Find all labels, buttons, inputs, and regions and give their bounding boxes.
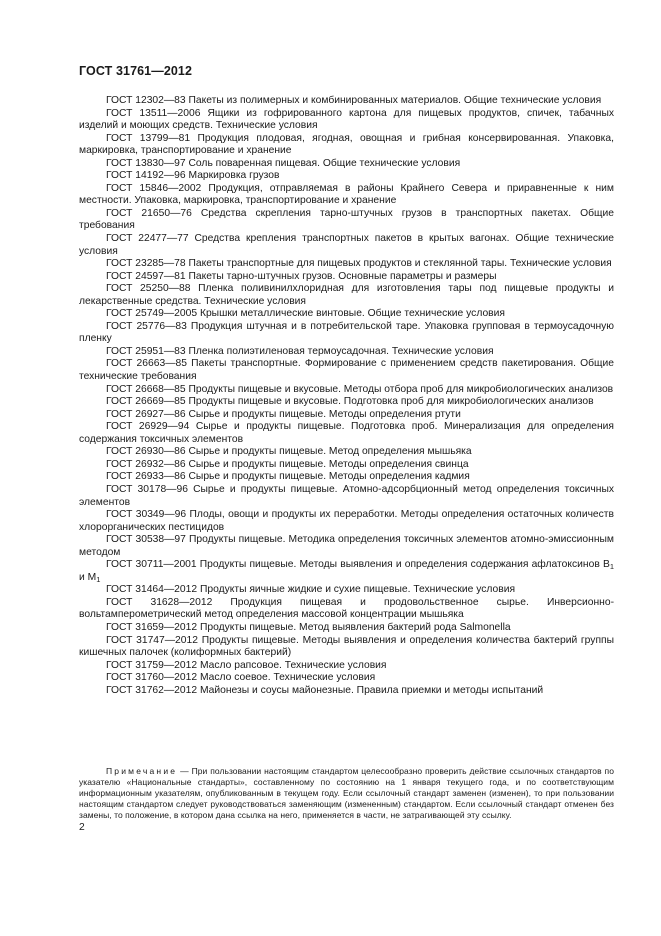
reference-item: ГОСТ 30538—97 Продукты пищевые. Методика определения токсичных элементов атомно-эмиссионным методом — [79, 534, 614, 558]
reference-aflatoxin-mid: и M — [79, 571, 97, 583]
reference-item: ГОСТ 25951—83 Пленка полиэтиленовая термоусадочная. Технические условия — [106, 345, 494, 357]
reference-aflatoxin-text: ГОСТ 30711—2001 Продукты пищевые. Методы выявления и определения содержания афлатоксинов B — [106, 559, 610, 571]
reference-item: ГОСТ 13511—2006 Ящики из гофрированного картона для пищевых продуктов, спичек, табачных изделий и моющих средств. Технические условия — [79, 107, 614, 132]
note-text: — При пользовании настоящим стандартом целесообразно проверить действие ссылочных стандартов по указателю «Национальные стандарты», составленному по состоянию на 1 января текущего года, и по соответствующим информационным указателям, опубликованным в текущем году. Если ссылочный стандарт заменен (изменен), то при пользовании настоящим стандартом следует руководствоваться заменяющим (измененным) стандартом. Если ссылочный стандарт отменен без замены, то положение, в котором дана ссылка на него, применяется в части, не затрагивающей эту ссылку. — [79, 766, 614, 821]
reference-item: ГОСТ 26929—94 Сырье и продукты пищевые. Подготовка проб. Минерализация для определения содержания токсичных элементов — [79, 421, 614, 445]
reference-item-aflatoxin — [79, 559, 614, 584]
reference-item: ГОСТ 31759—2012 Масло рапсовое. Технические условия — [106, 659, 387, 671]
reference-item: ГОСТ 25749—2005 Крышки металлические винтовые. Общие технические условия — [106, 308, 505, 320]
note-label: Примечание — [106, 766, 178, 776]
reference-item: ГОСТ 30349—96 Плоды, овощи и продукты их переработки. Методы определения остаточных количеств хлорорганических пестицидов — [79, 509, 614, 533]
reference-item: ГОСТ 26668—85 Продукты пищевые и вкусовые. Методы отбора проб для микробиологических анализов — [106, 383, 614, 395]
reference-item: ГОСТ 26669—85 Продукты пищевые и вкусовые. Подготовка проб для микробиологических анализов — [106, 396, 594, 408]
reference-item: ГОСТ 14192—96 Маркировка грузов — [106, 170, 280, 182]
reference-item: ГОСТ 26927—86 Сырье и продукты пищевые. Методы определения ртути — [106, 408, 461, 420]
reference-item: ГОСТ 26663—85 Пакеты транспортные. Формирование с применением средств пакетирования. Общие технические требования — [79, 358, 614, 383]
reference-item: ГОСТ 26930—86 Сырье и продукты пищевые. Метод определения мышьяка — [106, 446, 472, 458]
document-header: ГОСТ 31761—2012 — [79, 64, 193, 78]
reference-item: ГОСТ 13830—97 Соль поваренная пищевая. Общие технические условия — [106, 157, 461, 169]
page-number: 2 — [79, 822, 85, 833]
reference-item: ГОСТ 31628—2012 Продукция пищевая и продовольственное сырье. Инверсионно-вольтамперометрический метод определения массовой концентрации мышьяка — [79, 596, 614, 621]
reference-item: ГОСТ 24597—81 Пакеты тарно-штучных грузов. Основные параметры и размеры — [106, 270, 497, 282]
note-paragraph — [79, 766, 614, 821]
reference-item: ГОСТ 23285—78 Пакеты транспортные для пищевых продуктов и стеклянной тары. Технические условия — [106, 258, 612, 270]
reference-item: ГОСТ 31464—2012 Продукты яичные жидкие и сухие пищевые. Технические условия — [106, 584, 516, 596]
reference-item: ГОСТ 31760—2012 Масло соевое. Технические условия — [106, 672, 376, 684]
subscript-1: 1 — [609, 562, 614, 572]
reference-item: ГОСТ 26932—86 Сырье и продукты пищевые. Методы определения свинца — [106, 458, 469, 470]
reference-item: ГОСТ 25776—83 Продукция штучная и в потребительской таре. Упаковка групповая в термоусадочную пленку — [79, 320, 614, 345]
reference-item: ГОСТ 12302—83 Пакеты из полимерных и комбинированных материалов. Общие технические условия — [106, 95, 602, 106]
reference-item: ГОСТ 22477—77 Средства крепления транспортных пакетов в крытых вагонах. Общие технические условия — [79, 233, 614, 257]
normative-references-list — [79, 95, 614, 697]
reference-item: ГОСТ 13799—81 Продукция плодовая, ягодная, овощная и грибная консервированная. Упаковка, маркировка, транспортирование и хранение — [79, 132, 614, 157]
reference-item: ГОСТ 21650—76 Средства скрепления тарно-штучных грузов в транспортных пакетах. Общие требования — [79, 207, 614, 232]
reference-item: ГОСТ 31747—2012 Продукты пищевые. Методы выявления и определения количества бактерий группы кишечных палочек (колиформных бактерий) — [79, 634, 614, 659]
reference-item: ГОСТ 30178—96 Сырье и продукты пищевые. Атомно-адсорбционный метод определения токсичных элементов — [79, 483, 614, 508]
reference-item: ГОСТ 31659—2012 Продукты пищевые. Метод выявления бактерий рода Salmonella — [106, 621, 511, 633]
subscript-1: 1 — [96, 574, 101, 584]
reference-item: ГОСТ 26933—86 Сырье и продукты пищевые. Методы определения кадмия — [106, 471, 470, 483]
reference-item: ГОСТ 15846—2002 Продукция, отправляемая в районы Крайнего Севера и приравненные к ним местности. Упаковка, маркировка, транспортирование и хранение — [79, 182, 614, 207]
reference-item: ГОСТ 25250—88 Пленка поливинилхлоридная для изготовления тары под пищевые продукты и лекарственные средства. Технические условия — [79, 283, 614, 307]
reference-item: ГОСТ 31762—2012 Майонезы и соусы майонезные. Правила приемки и методы испытаний — [106, 684, 544, 696]
